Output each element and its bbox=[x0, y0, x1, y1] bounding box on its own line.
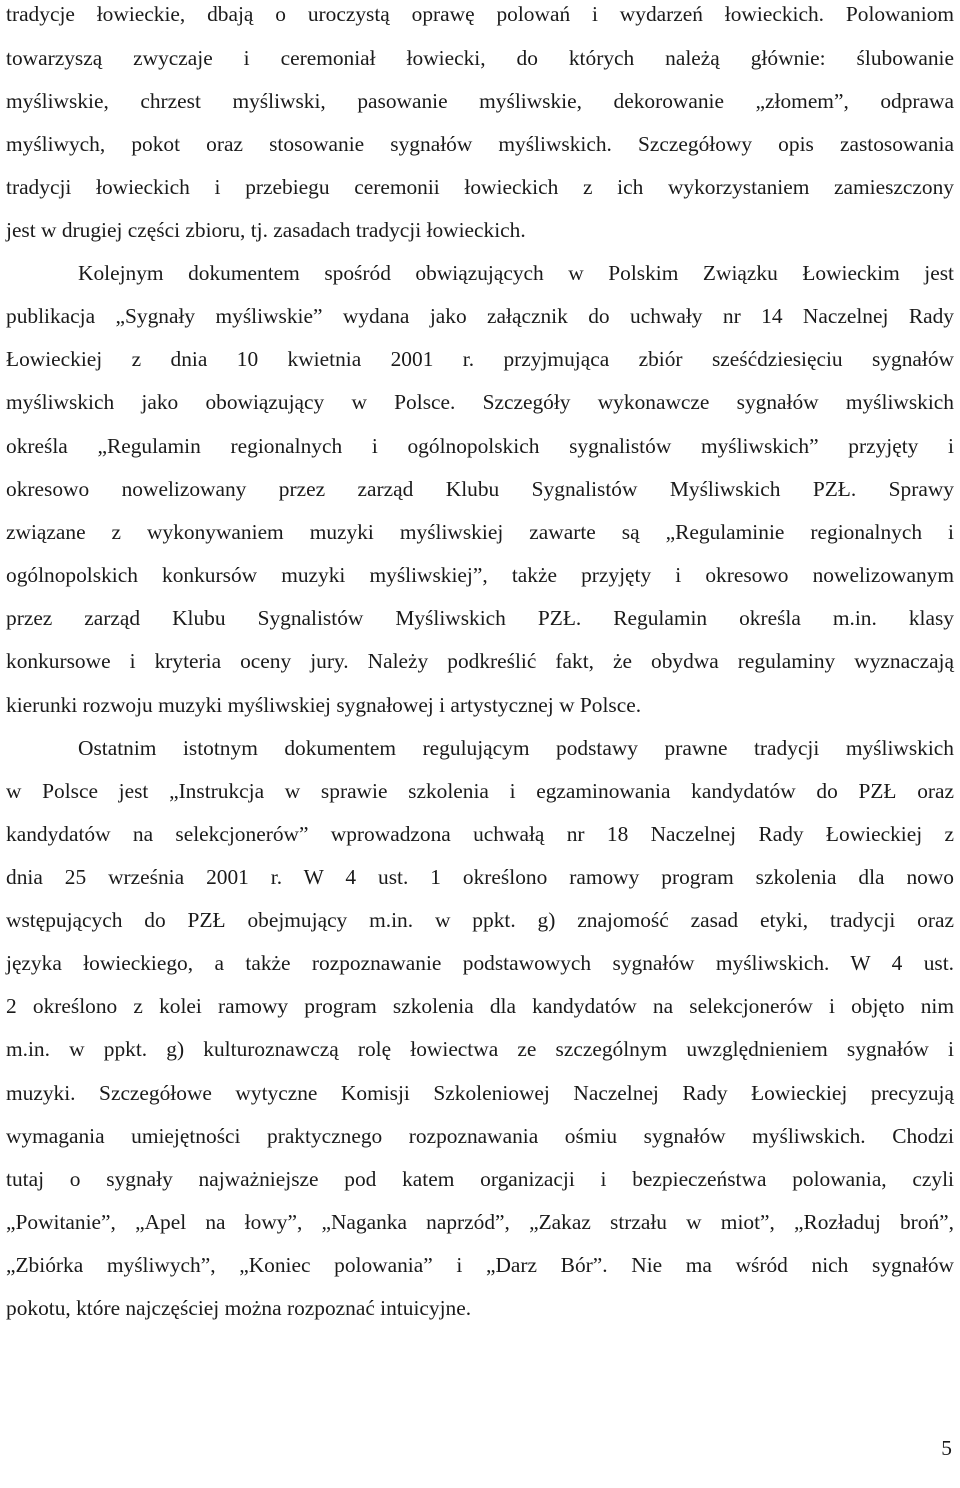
text-line: wstępujących do PZŁ obejmujący m.in. w ppkt. g) znajomość zasad etyki, tradycji oraz bbox=[6, 908, 954, 932]
paragraph-first-line: Ostatnim istotnym dokumentem regulującym podstawy prawne tradycji myśliwskich bbox=[78, 736, 954, 760]
text-line: w Polsce jest „Instrukcja w sprawie szkolenia i egzaminowania kandydatów do PZŁ oraz bbox=[6, 779, 954, 803]
text-line: kierunki rozwoju muzyki myśliwskiej sygnałowej i artystycznej w Polsce. bbox=[6, 693, 642, 717]
text-line: myśliwskich jako obowiązujący w Polsce. Szczegóły wykonawcze sygnałów myśliwskich bbox=[6, 390, 954, 414]
text-line: ogólnopolskich konkursów muzyki myśliwskiej”, także przyjęty i okresowo nowelizowanym bbox=[6, 563, 954, 587]
text-line: tradycje łowieckie, dbają o uroczystą oprawę polowań i wydarzeń łowieckich. Polowaniom bbox=[6, 2, 954, 26]
text-line: myśliwych, pokot oraz stosowanie sygnałów myśliwskich. Szczegółowy opis zastosowania bbox=[6, 132, 954, 156]
text-line: „Powitanie”, „Apel na łowy”, „Naganka naprzód”, „Zakaz strzału w miot”, „Rozładuj broń”, bbox=[6, 1210, 954, 1234]
text-line: myśliwskie, chrzest myśliwski, pasowanie myśliwskie, dekorowanie „złomem”, odprawa bbox=[6, 89, 954, 113]
text-line: tradycji łowieckich i przebiegu ceremonii łowieckich z ich wykorzystaniem zamieszczony bbox=[6, 175, 954, 199]
text-line: języka łowieckiego, a także rozpoznawanie podstawowych sygnałów myśliwskich. W 4 ust. bbox=[6, 951, 954, 975]
text-line: „Zbiórka myśliwych”, „Koniec polowania” i „Darz Bór”. Nie ma wśród nich sygnałów bbox=[6, 1253, 954, 1277]
text-line: muzyki. Szczegółowe wytyczne Komisji Szkoleniowej Naczelnej Rady Łowieckiej precyzują bbox=[6, 1081, 954, 1105]
paragraph-first-line: Kolejnym dokumentem spośród obwiązujących w Polskim Związku Łowieckim jest bbox=[78, 261, 954, 285]
text-line: określa „Regulamin regionalnych i ogólnopolskich sygnalistów myśliwskich” przyjęty i bbox=[6, 434, 954, 458]
text-line: Łowieckiej z dnia 10 kwietnia 2001 r. przyjmująca zbiór sześćdziesięciu sygnałów bbox=[6, 347, 954, 371]
text-line: towarzyszą zwyczaje i ceremoniał łowiecki, do których należą głównie: ślubowanie bbox=[6, 46, 954, 70]
text-line: m.in. w ppkt. g) kulturoznawczą rolę łowiectwa ze szczególnym uwzględnieniem sygnałów i bbox=[6, 1037, 954, 1061]
page-number: 5 bbox=[941, 1436, 952, 1460]
text-line: 2 określono z kolei ramowy program szkolenia dla kandydatów na selekcjonerów i objęto nim bbox=[6, 994, 954, 1018]
text-line: jest w drugiej części zbioru, tj. zasadach tradycji łowieckich. bbox=[6, 218, 526, 242]
text-line: dnia 25 września 2001 r. W 4 ust. 1 określono ramowy program szkolenia dla nowo bbox=[6, 865, 954, 889]
text-line: kandydatów na selekcjonerów” wprowadzona uchwałą nr 18 Naczelnej Rady Łowieckiej z bbox=[6, 822, 954, 846]
text-line: konkursowe i kryteria oceny jury. Należy podkreślić fakt, że obydwa regulaminy wyznaczają bbox=[6, 649, 954, 673]
text-line: wymagania umiejętności praktycznego rozpoznawania ośmiu sygnałów myśliwskich. Chodzi bbox=[6, 1124, 954, 1148]
text-line: przez zarząd Klubu Sygnalistów Myśliwskich PZŁ. Regulamin określa m.in. klasy bbox=[6, 606, 954, 630]
text-line: tutaj o sygnały najważniejsze pod katem organizacji i bezpieczeństwa polowania, czyli bbox=[6, 1167, 954, 1191]
text-line: okresowo nowelizowany przez zarząd Klubu Sygnalistów Myśliwskich PZŁ. Sprawy bbox=[6, 477, 954, 501]
text-line: związane z wykonywaniem muzyki myśliwskiej zawarte są „Regulaminie regionalnych i bbox=[6, 520, 954, 544]
text-line: publikacja „Sygnały myśliwskie” wydana jako załącznik do uchwały nr 14 Naczelnej Rady bbox=[6, 304, 954, 328]
text-line: pokotu, które najczęściej można rozpoznać intuicyjne. bbox=[6, 1296, 472, 1320]
